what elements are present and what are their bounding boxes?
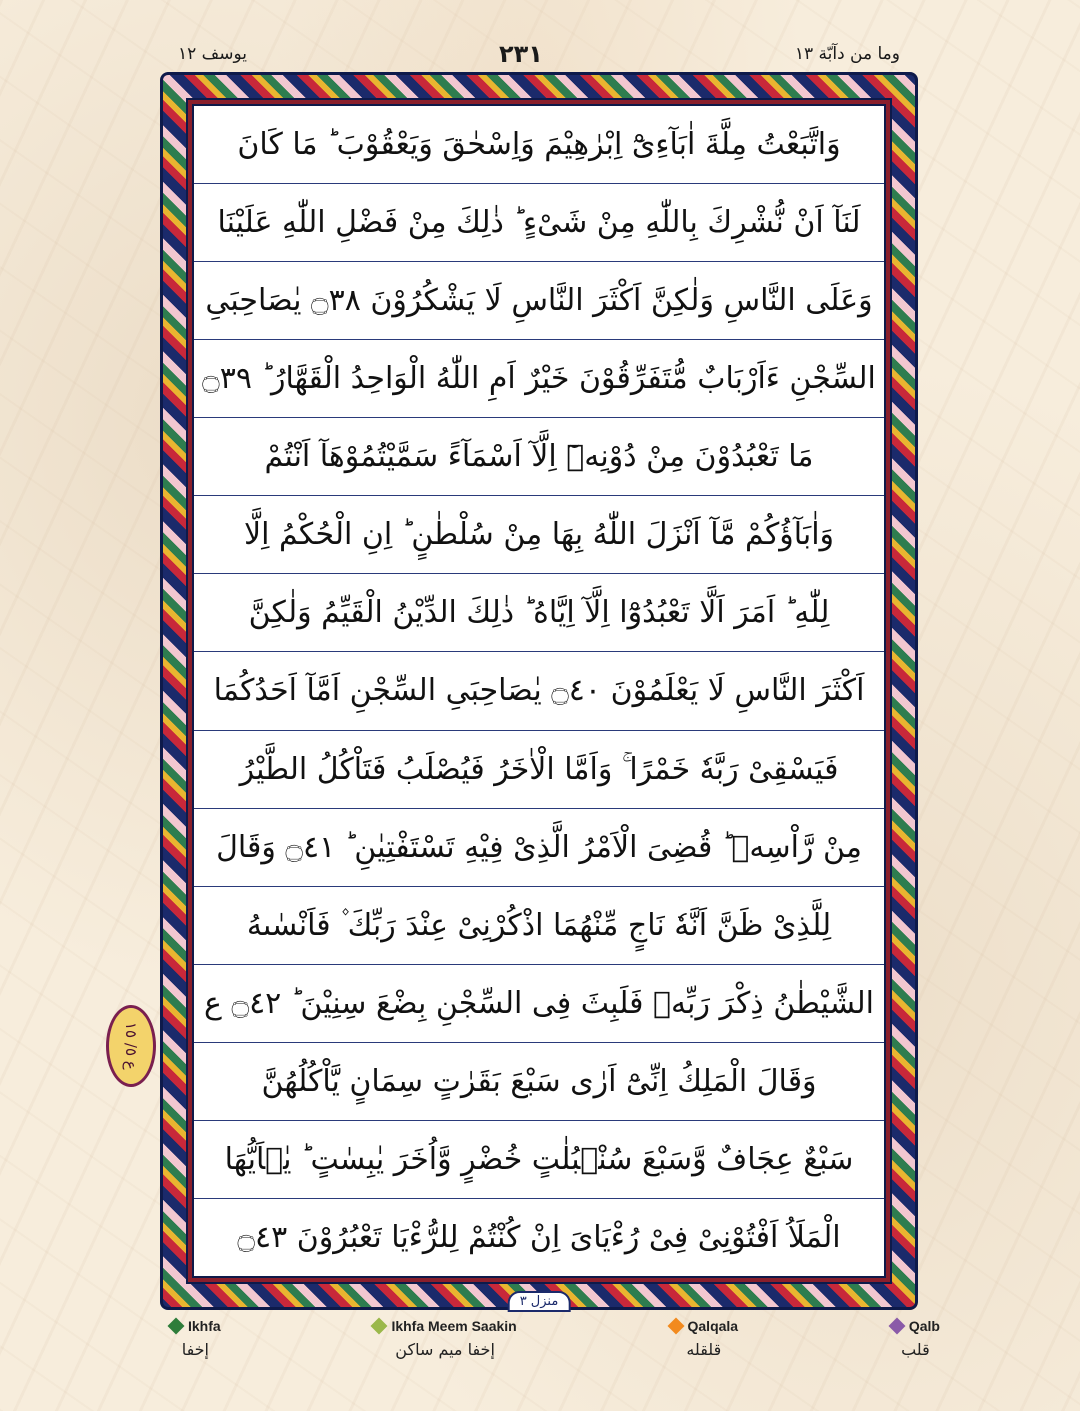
- text-line: [194, 418, 884, 496]
- legend-label: Qalb: [908, 1318, 940, 1334]
- text-line: [194, 184, 884, 262]
- text-line: [194, 496, 884, 574]
- line-text: الشَّیْطٰنُ ذِكْرَ رَبِّهٖ فَلَبِثَ فِی السِّجْنِ بِضْعَ سِنِیْنَ ؕ ۝٤٢ ع: [204, 985, 874, 1021]
- line-text: وَقَالَ الْمَلِكُ اِنِّیْٓ اَرٰى سَبْعَ بَقَرٰتٍ سِمَانٍ یَّاْكُلُهُنَّ: [261, 1063, 817, 1099]
- page-header: [178, 38, 900, 70]
- legend-item-qalqala: [670, 1318, 739, 1398]
- text-line: [194, 1121, 884, 1199]
- text-line: [194, 574, 884, 652]
- surah-name: يوسف ١٢: [178, 44, 248, 64]
- olive-diamond-icon: [371, 1318, 388, 1335]
- legend-arabic: إخفا میم ساکن: [395, 1340, 495, 1359]
- manzil-label: منزل ٣: [508, 1291, 571, 1312]
- legend-arabic: قلقله: [686, 1340, 722, 1359]
- text-line: [194, 262, 884, 340]
- ruku-marker: ع ٥/ ١٥: [106, 1005, 156, 1087]
- legend-item-ikhfa-meem: [373, 1318, 516, 1398]
- line-text: وَاٰبَآؤُكُمْ مَّآ اَنْزَلَ اللّٰهُ بِهَا مِنْ سُلْطٰنٍ ؕ اِنِ الْحُكْمُ اِلَّا: [243, 517, 835, 553]
- legend-label: Ikhfa: [188, 1318, 221, 1334]
- line-text: مَا تَعْبُدُوْنَ مِنْ دُوْنِهٖٓ اِلَّآ اَسْمَآءً سَمَّیْتُمُوْهَآ اَنْتُمْ: [264, 439, 814, 475]
- text-line: [194, 652, 884, 730]
- text-line: [194, 1043, 884, 1121]
- text-line: [194, 809, 884, 887]
- ornamental-border: [160, 72, 918, 1310]
- line-text: اَكْثَرَ النَّاسِ لَا یَعْلَمُوْنَ ۝٤٠ یٰصَاحِبَیِ السِّجْنِ اَمَّآ اَحَدُكُمَا: [213, 673, 865, 709]
- text-line: [194, 887, 884, 965]
- green-diamond-icon: [168, 1318, 185, 1335]
- legend-item-ikhfa: [170, 1318, 221, 1398]
- text-line: [194, 1199, 884, 1276]
- text-line: [194, 106, 884, 184]
- juz-name: وما من دآبّة ١٣: [794, 44, 900, 64]
- line-text: السِّجْنِ ءَاَرْبَابٌ مُّتَفَرِّقُوْنَ خَیْرٌ اَمِ اللّٰهُ الْوَاحِدُ الْقَهَّارُ ؕ ۝٣٩: [202, 361, 876, 397]
- line-text: مِنْ رَّاْسِهٖ ؕ قُضِیَ الْاَمْرُ الَّذِیْ فِیْهِ تَسْتَفْتِیٰنِ ؕ ۝٤١ وَقَالَ: [216, 829, 862, 865]
- line-text: لِلّٰهِ ؕ اَمَرَ اَلَّا تَعْبُدُوْٓا اِلَّآ اِیَّاهُ ؕ ذٰلِكَ الدِّیْنُ الْقَیِّمُ وَلٰكِنَّ: [248, 595, 830, 631]
- text-line: [194, 965, 884, 1043]
- line-text: فَیَسْقِیْ رَبَّهٗ خَمْرًا ۚ وَاَمَّا الْاٰخَرُ فَیُصْلَبُ فَتَاْكُلُ الطَّیْرُ: [239, 751, 839, 787]
- page-number: ٢٣١: [498, 40, 543, 68]
- legend-item-qalb: [891, 1318, 940, 1398]
- quran-text-area: [192, 104, 886, 1278]
- text-line: [194, 340, 884, 418]
- line-text: سَبْعٌ عِجَافٌ وَّسَبْعَ سُنْۢبُلٰتٍ خُضْرٍ وَّاُخَرَ یٰبِسٰتٍ ؕ یٰۤاَیُّهَا: [224, 1141, 854, 1177]
- line-text: لَنَآ اَنْ نُّشْرِكَ بِاللّٰهِ مِنْ شَیْءٍ ؕ ذٰلِكَ مِنْ فَضْلِ اللّٰهِ عَلَیْنَا: [217, 205, 861, 241]
- legend-label: Ikhfa Meem Saakin: [391, 1318, 517, 1334]
- legend-arabic: قلب: [901, 1340, 930, 1359]
- line-text: وَعَلَى النَّاسِ وَلٰكِنَّ اَكْثَرَ النَّاسِ لَا یَشْكُرُوْنَ ۝٣٨ یٰصَاحِبَیِ: [205, 283, 873, 319]
- tajweed-legend: [170, 1318, 940, 1398]
- text-line: [194, 731, 884, 809]
- border-inner: [186, 98, 892, 1284]
- purple-diamond-icon: [888, 1318, 905, 1335]
- orange-diamond-icon: [667, 1318, 684, 1335]
- line-text: الْمَلَاُ اَفْتُوْنِیْ فِیْ رُءْیَایَ اِنْ كُنْتُمْ لِلرُّءْیَا تَعْبُرُوْنَ ۝٤٣: [237, 1219, 841, 1255]
- legend-arabic: إخفا: [181, 1340, 209, 1359]
- line-text: لِلَّذِیْ ظَنَّ اَنَّهٗ نَاجٍ مِّنْهُمَا اذْكُرْنِیْ عِنْدَ رَبِّكَ ۫ فَاَنْسٰىهُ: [246, 907, 832, 943]
- legend-label: Qalqala: [687, 1318, 739, 1334]
- line-text: وَاتَّبَعْتُ مِلَّةَ اٰبَآءِیْٓ اِبْرٰهِیْمَ وَاِسْحٰقَ وَیَعْقُوْبَ ؕ مَا كَانَ: [237, 127, 841, 163]
